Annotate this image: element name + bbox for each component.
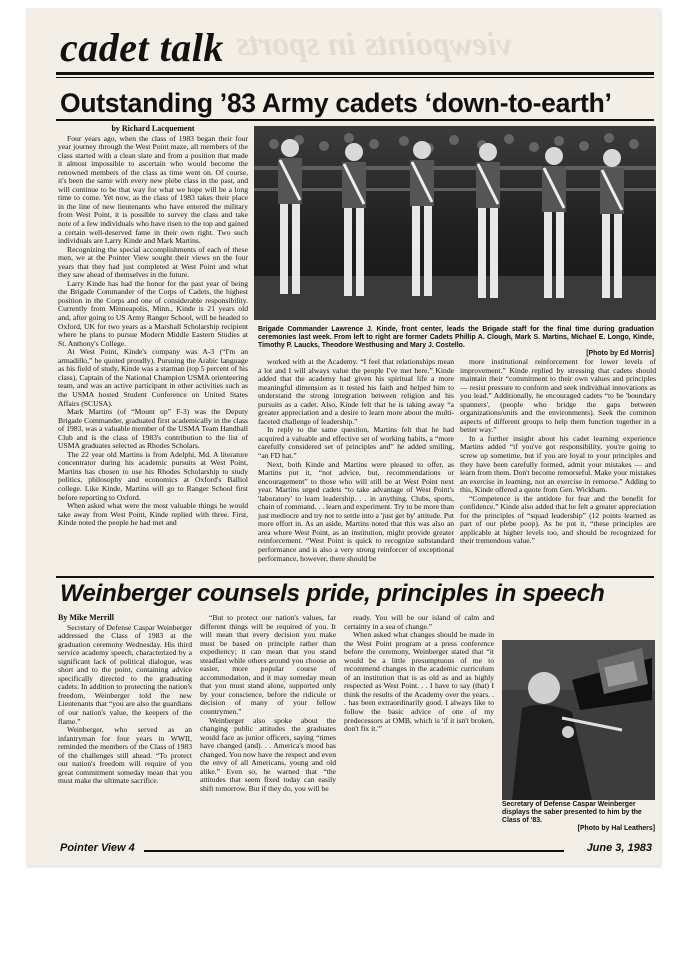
weinberger-photo-caption: [502, 801, 655, 833]
caption-text: Secretary of Defense Caspar Weinberger displays the saber presented to him by the Class of '83.: [502, 801, 642, 824]
article-divider: [56, 576, 654, 578]
masthead-rule: [56, 72, 654, 75]
caption-text: Brigade Commander Lawrence J. Kinde, front center, leads the Brigade staff for the final time during graduation ceremonies last week. From left to right are former Cadets Phillip A. Clough, Mark S. Martins, Michael E. Longo, Kinde, Timothy P. Laucks, Theodore Westhusing and Mary J. Costello.: [258, 326, 654, 349]
article1-column-3: [460, 358, 656, 546]
paragraph: The 22 year old Martins is from Adelphi, Md. A literature concentrator during his academic pursuits at West Point, Martins has chosen to use his Rhodes Scholarship to study politics, philosophy and economics at Oxford's Balliol college. Like Kinde, Martins will go to Ranger School first before reporting to Oxford.: [58, 449, 248, 502]
article2-column-3: [344, 614, 494, 734]
masthead-rule-thin: [56, 77, 654, 78]
section-title: cadet talk: [60, 25, 224, 70]
paragraph: ready. You will be our island of calm and certainty in a sea of change.”: [344, 613, 494, 631]
article2-column-1: [58, 614, 192, 786]
headline-rule: [56, 119, 654, 121]
paragraph: At West Point, Kinde's company was A-3 (“I'm an armadillo,” he quoted proudly). Pursuing the Arabic language as his field of study, Kinde was a starman (top 5 percent of his class), Captain of the National Champion USMA orienteering team, and was an active participant in other activities such as the USMA hosted Student Conference on United States Affairs (SCUSA).: [58, 347, 248, 408]
article2-byline: By Mike Merrill: [58, 613, 114, 622]
paragraph: In a further insight about his cadet learning experience Martins added “if you've got responsibility, you're going to screw up sometime, but if you are loyal to your principles and they have been carefully formed, admit your mistakes — and learn from them. Don't become remorseful. Make your mistakes an exercise in learning, not an exercise in remorse.” Adding to this, Kinde offered a quote from Gen. Wickham.: [460, 433, 656, 495]
paragraph: “But to protect our nation's values, far different things will be required of you. It will mean that every decision you make must be based on principle rather than expediency; it can mean that you stand steadfast while others around you choose an easier, more popular course of accommodation, and it may someday mean that you must stand alone, supported only by your conscience, before the ridicule or decision of many of your fellow countrymen.”: [200, 613, 336, 717]
paragraph: Recognizing the special accomplishments of each of these men, we at the Pointer View sought their views on the four years that they had just completed at West Point and what they saw ahead of themselves in the future.: [58, 244, 248, 280]
paragraph: Next, both Kinde and Martins were pleased to offer, as Martins put it, “not advice, but, recommendations or encouragement” to those who will still be at West Point next year. Martins urged cadets “to take advantage of West Point's 'laboratory' to learn leadership. . . in anything. Clubs, sports, chain of command. . . learn and experiment. Try to be more than just mediocre and try not to settle into a 'just get by' attitude. Put more effort in. As an aside, Martins noted that this was also an area where West Point, as an institution, might provide greater reinforcement. “West Point is quick to recognize substandard performance and is also a very strong reinforcer of exceptional performance, however, there should be: [258, 459, 454, 563]
footer-page-label: Pointer View 4: [60, 842, 135, 854]
paragraph: When asked what changes should be made in the West Point program at a press conference before the ceremony, Weinberger stated that “it would be a little presumptuous of me to recommend changes in the academic curriculum of an institution that is as old as and as highly respected as West Point. . . I have to say (that) I think the results of the Academy over the years. . . has been extraordinarily good. I always like to follow the basic advice of one of my predecessors at OMB, which is 'if it isn't broken, don't fix it.'”: [344, 630, 494, 734]
paragraph: Mark Martins (of “Mount up” F-3) was the Deputy Brigade Commander, graduated first academically in the class of 1983, was a valuable member of the USMA Team Handball Club and is the class of 1983's contribution to the list of USMA graduates selected as Rhodes Scholars.: [58, 407, 248, 451]
paragraph: “Competence is the antidote for fear and the benefit for confidence.” Kinde also added that he felt a greater appreciation for the principles of “squad leadership” (12 points learned as part of our plebe poop). As he put it, “these principles are applicable at higher levels too, and should be recognized for their tremendous value.”: [460, 493, 656, 546]
newspaper-page: [26, 8, 660, 866]
paragraph: When asked what were the most valuable things he would take away from West Point, Kinde replied with three. First, Kinde noted the people he had met and: [58, 501, 248, 528]
paragraph: more institutional reinforcement for lower levels of improvement.” Kinde replied by stressing that cadets should maintain their “commitment to their own values and principles — resist pressure to conform and seek individual innovations as you lead.” Additionally, he encouraged cadets “to be 'boundary spanners', (people who bridge the gaps between organizations/units and the environments). Seek the common aspects of different groups to help them function together in a better way.”: [460, 357, 656, 435]
footer-date: June 3, 1983: [586, 842, 652, 854]
background-section-tabs: viewpoints in sports: [236, 26, 512, 63]
article1-column-1: [58, 125, 248, 528]
paragraph: Weinberger, who served as an infantryman for four years in WWII, reminded the members of the Class of 1983 of the challenges still ahead. “To protect our nation's freedom will require of you great commitment someday mean that you must make the ultimate sacrifice.: [58, 725, 192, 786]
photo-credit: [Photo by Ed Morris]: [586, 350, 654, 357]
paragraph: Secretary of Defense Caspar Weinberger addressed the Class of 1983 at the graduation ceremony Wednesday. His third service academy speech, characterized by a significant lack of political dialogue, was short and to the point, containing advice specifically directed to the graduating cadets. In addition to protecting the nation's freedom, Weinberger told the new Lieutenants that “you are also the guardians of our nation's value, the keepers of the flame.”: [58, 622, 192, 726]
cadets-photo-caption: [258, 326, 654, 358]
paragraph: Four years ago, when the class of 1983 began their four year journey through the West Point maze, all members of the class started with a clean slate and from a position that made it almost impossible to ascertain who would become the renowned members of the class as time went on. Of course, it's been the same with every new plebe class in the past, and will continue to be that way for what we hope will be a long time to come. Yet now, as the class of 1983 takes their place in the line of new lieutenants who have entered the military from West Point, it is possible to survey the class and take note of a few individuals who have risen to the top and gained a certain well-deserved fame in their own right. Two such individuals are Larry Kinde and Mark Martins.: [58, 133, 248, 246]
paragraph: Weinberger also spoke about the changing public attitudes the graduates would face as junior officers, saying “times have changed (and). . . America's mood has changed. You now have the respect and even the envy of all Americans, young and old alike.” Even so, he warned that “the attitudes that seem fixed today can easily shift tomorrow. But if they do, you will be: [200, 715, 337, 793]
weinberger-photo-image: [502, 640, 655, 800]
footer-rule: [144, 850, 564, 852]
paragraph: worked with at the Academy. “I feel that relationships mean a lot and I will always value the people I've met here.” Kinde added that the academy had given his spiritual life a more meaningful dimension as it tested his faith and helped him to understand the strong integration between religion and his pursuits as a cadet. Also, Kinde felt that he is taking away “a greater appreciation and a desire to learn more about the multi-faceted challenge of leadership.”: [258, 357, 454, 426]
weinberger-photo: [502, 640, 655, 800]
article1-byline: by Richard Lacquement: [111, 124, 195, 133]
cadets-photo-image: [254, 126, 656, 320]
article2-column-2: [200, 614, 336, 793]
paragraph: In reply to the same question, Martins felt that he had acquired a valuable and effective set of working habits, a “more carefully considered set of principles and” he added smiling, “an FD hat.”: [258, 425, 454, 461]
article2-headline: Weinberger counsels pride, principles in speech: [60, 580, 605, 607]
cadets-photo: [254, 126, 656, 320]
paragraph: Larry Kinde has had the honor for the past year of being the Brigade Commander of the Corps of Cadets, the highest position in the Corps and one of considerable responsibility. Currently from Minneapolis, Minn., Kinde is 21 years old and, after going to US Army Ranger School, will be headed to Oxford, UK for two years as a Marshall Scholarship recipient where he plans to pursue Modern Middle Eastern Studies at St. Anthony's College.: [58, 278, 248, 348]
article1-column-2: [258, 358, 454, 563]
photo-credit: [Photo by Hal Leathers]: [577, 825, 655, 832]
article1-headline: Outstanding ’83 Army cadets ‘down-to-earth’: [60, 88, 612, 118]
